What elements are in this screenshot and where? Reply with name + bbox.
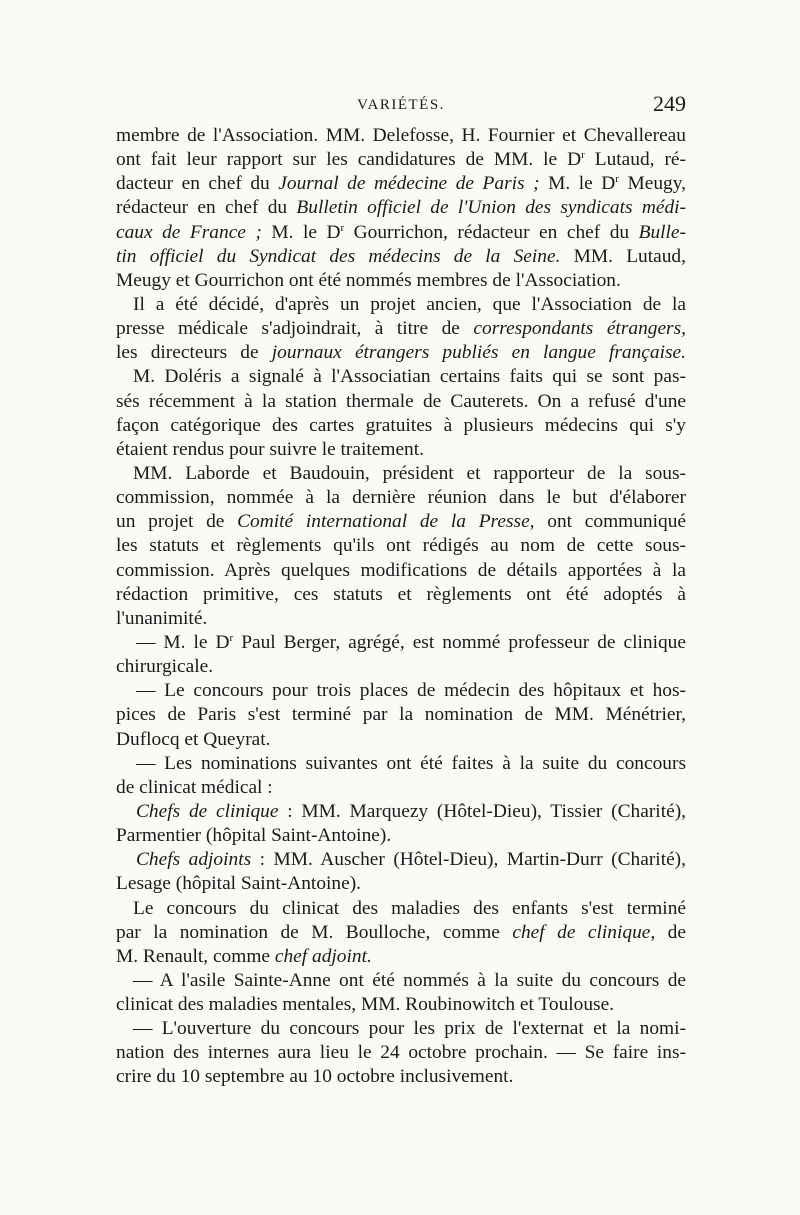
paragraph-start: Il a été décidé, d'après un projet ancien, que l'Association de la: [133, 293, 686, 315]
running-title: VARIÉTÉS.: [357, 97, 445, 113]
text-line: Duflocq et Queyrat.: [116, 728, 271, 750]
paragraph-start: — Le concours pour trois places de médecin des hôpitaux et hos-: [136, 680, 686, 702]
text-line: de clinicat médical :: [116, 776, 273, 798]
text-line: rédacteur en chef du Bulletin officiel de l'Union des syndicats médi-: [116, 197, 686, 219]
text-line: presse médicale s'adjoindrait, à titre de correspondants étrangers,: [116, 318, 686, 340]
text-line: crire du 10 septembre au 10 octobre inclusivement.: [116, 1066, 514, 1088]
text-line: Parmentier (hôpital Saint-Antoine).: [116, 825, 392, 847]
text-line: M. Renault, comme chef adjoint.: [116, 945, 372, 967]
paragraph-start: Le concours du clinicat des maladies des enfants s'est terminé: [133, 897, 686, 919]
text-line: commission. Après quelques modifications de détails apportées à la: [116, 559, 686, 581]
text-line: l'unanimité.: [116, 607, 208, 629]
text-line: membre de l'Association. MM. Delefosse, H. Fournier et Chevallereau: [116, 125, 686, 146]
text-line: étaient rendus pour suivre le traitement.: [116, 438, 424, 460]
paragraph-start: Chefs adjoints : MM. Auscher (Hôtel-Dieu), Martin-Durr (Charité),: [136, 849, 686, 871]
text-line: commission, nommée à la dernière réunion dans le but d'élaborer: [116, 487, 686, 509]
text-line: un projet de Comité international de la Presse, ont communiqué: [116, 511, 686, 533]
text-line: caux de France ; M. le $D^r$ Gourrichon, rédacteur en chef du Bulle-: [116, 221, 686, 243]
page-header: [116, 91, 686, 127]
paragraph-start: Chefs de clinique : MM. Marquezy (Hôtel-Dieu), Tissier (Charité),: [136, 800, 686, 822]
text-line: pices de Paris s'est terminé par la nomination de MM. Ménétrier,: [116, 704, 686, 726]
text-line: chirurgicale.: [116, 656, 214, 678]
paragraph-start: — M. le $D^r$ Paul Berger, agrégé, est nommé professeur de clinique: [136, 631, 686, 653]
body-text: [116, 124, 686, 1090]
page-number: 249: [653, 91, 686, 116]
text-line: clinicat des maladies mentales, MM. Roubinowitch et Toulouse.: [116, 994, 615, 1016]
text-line: façon catégorique des cartes gratuites à plusieurs médecins qui s'y: [116, 414, 686, 436]
paragraph-start: M. Doléris a signalé à l'Associatian certains faits qui se sont pas-: [133, 366, 686, 388]
text-line: les statuts et règlements qu'ils ont rédigés au nom de cette sous-: [116, 535, 686, 557]
text-line: tin officiel du Syndicat des médecins de la Seine. MM. Lutaud,: [116, 245, 686, 267]
paragraph-start: — A l'asile Sainte-Anne ont été nommés à la suite du concours de: [133, 969, 686, 991]
paragraph-start: — L'ouverture du concours pour les prix de l'externat et la nomi-: [133, 1018, 686, 1040]
text-line: rédaction primitive, ces statuts et règlements ont été adoptés à: [116, 583, 686, 605]
text-line: Meugy et Gourrichon ont été nommés membres de l'Association.: [116, 269, 621, 291]
text-line: dacteur en chef du Journal de médecine de Paris ; M. le $D^r$ Meugy,: [116, 173, 686, 195]
text-line: sés récemment à la station thermale de Cauterets. On a refusé d'une: [116, 390, 686, 412]
text-line: les directeurs de journaux étrangers publiés en langue française.: [116, 342, 686, 364]
text-line: Lesage (hôpital Saint-Antoine).: [116, 873, 362, 895]
text-line: nation des internes aura lieu le 24 octobre prochain. — Se faire ins-: [116, 1042, 686, 1064]
text-line: par la nomination de M. Boulloche, comme chef de clinique, de: [116, 921, 686, 943]
paragraph-start: MM. Laborde et Baudouin, président et rapporteur de la sous-: [133, 462, 686, 484]
paragraph-start: — Les nominations suivantes ont été faites à la suite du concours: [136, 752, 686, 774]
text-line: ont fait leur rapport sur les candidatures de MM. le $D^r$ Lutaud, ré-: [116, 149, 686, 171]
